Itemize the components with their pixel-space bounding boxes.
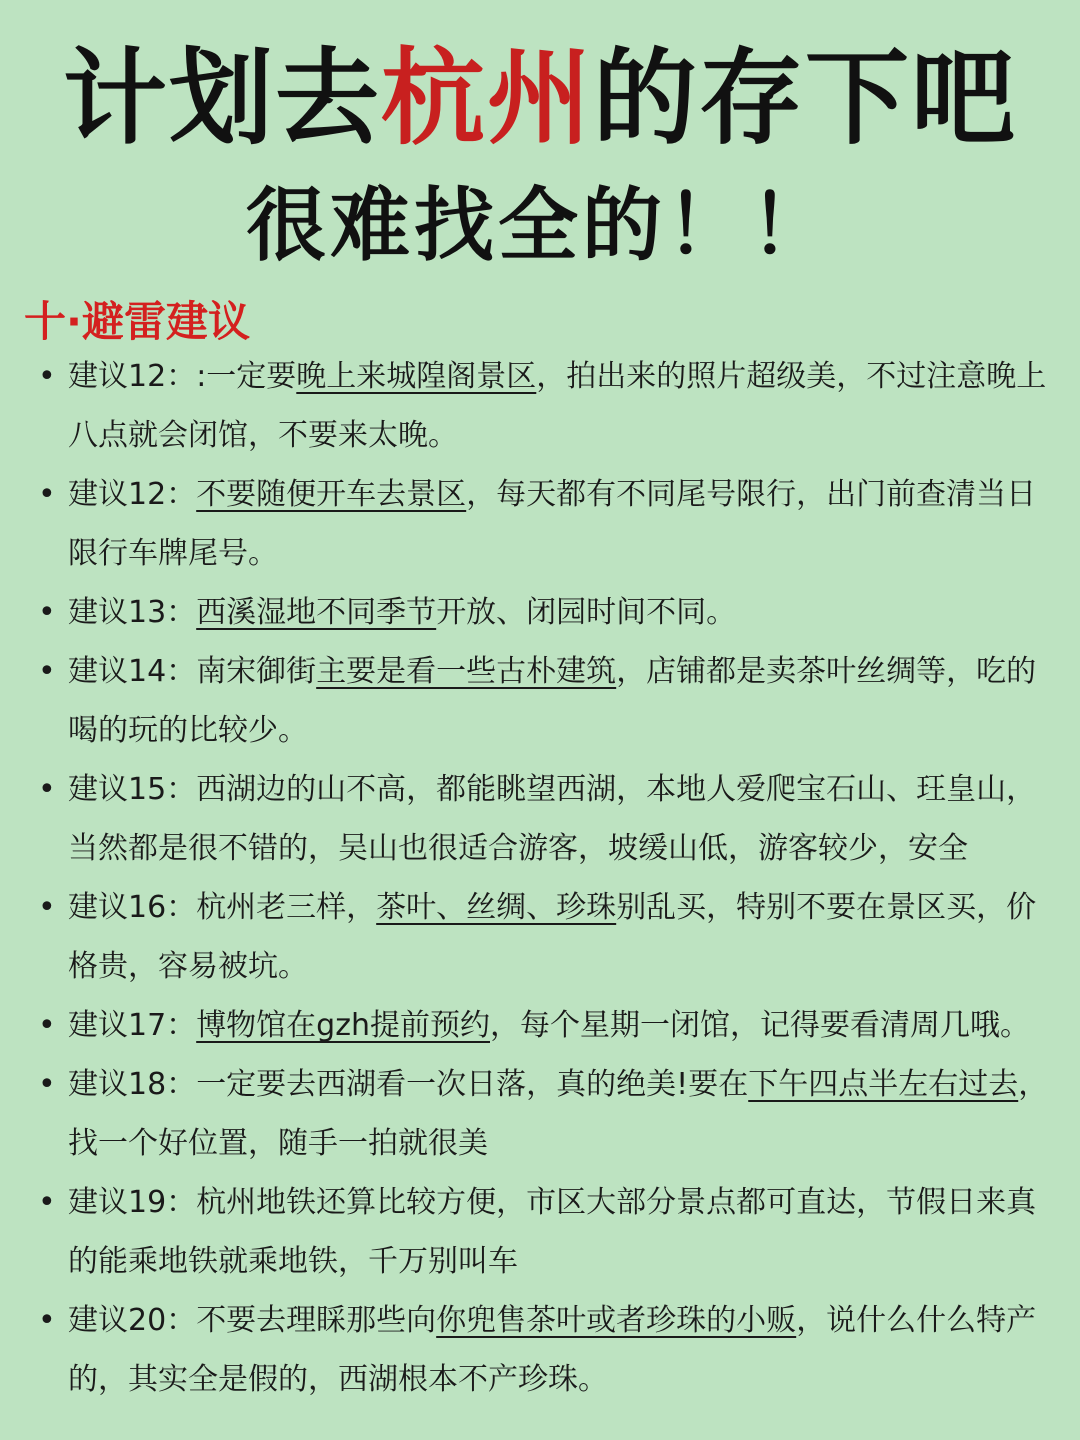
tip-text: 杭州地铁还算比较方便，市区大部分景点都可直达，节假日来真的能乘地铁就乘地铁，千万别叫车: [68, 1185, 1037, 1279]
bullet-icon: •: [38, 654, 56, 689]
tip-item: [0, 583, 1080, 642]
tip-item: [0, 996, 1080, 1055]
bullet-icon: •: [38, 772, 56, 807]
section-heading: 十·避雷建议: [24, 297, 250, 346]
tip-highlight: 主要是看一些古朴建筑: [316, 654, 617, 689]
tip-text: :一定要: [196, 359, 297, 394]
tip-item: [0, 347, 1080, 465]
tip-text: 一定要去西湖看一次日落，真的绝美!要在: [196, 1067, 749, 1102]
tip-text: 不要去理睬那些向: [196, 1303, 437, 1338]
tip-text: ，说什么什么特产的，其实全是假的，西湖根本不产珍珠。: [68, 1303, 1037, 1397]
tip-label: 建议17：: [68, 1008, 197, 1043]
tip-text: ，找一个好位置，随手一拍就很美: [68, 1067, 1049, 1161]
tip-text: 别乱买，特别不要在景区买，价格贵，容易被坑。: [68, 890, 1037, 984]
page-title: [0, 38, 1080, 158]
tip-item: [0, 878, 1080, 996]
bullet-icon: •: [38, 359, 56, 394]
title-highlight-city: 杭州: [380, 37, 593, 159]
title-prefix: 计划去: [62, 37, 381, 159]
tip-label: 建议12：: [68, 359, 197, 394]
tips-list: [0, 347, 1080, 1409]
tip-label: 建议18：: [68, 1067, 197, 1102]
bullet-icon: •: [38, 1185, 56, 1220]
bullet-icon: •: [38, 1067, 56, 1102]
page-subtitle: 很难找全的！！: [246, 179, 834, 272]
tip-item: [0, 642, 1080, 760]
tip-highlight: 你兜售茶叶或者珍珠的小贩: [436, 1303, 797, 1338]
tip-label: 建议19：: [68, 1185, 197, 1220]
tip-label: 建议20：: [68, 1303, 197, 1338]
bullet-icon: •: [38, 890, 56, 925]
tip-text: 南宋御街: [196, 654, 317, 689]
tip-text: 杭州老三样，: [196, 890, 377, 925]
bullet-icon: •: [38, 477, 56, 512]
tip-item: [0, 1173, 1080, 1291]
bullet-icon: •: [38, 1303, 56, 1338]
tip-highlight: 博物馆在gzh提前预约: [196, 1008, 490, 1043]
tip-highlight: 茶叶、丝绸、珍珠: [376, 890, 617, 925]
tip-item: [0, 1291, 1080, 1409]
tip-label: 建议16：: [68, 890, 197, 925]
tip-text: 西湖边的山不高，都能眺望西湖，本地人爱爬宝石山、玨皇山，当然都是很不错的，吴山也很适合游客，坡缓山低，游客较少，安全: [68, 772, 1037, 866]
tip-item: [0, 1055, 1080, 1173]
tip-highlight: 晚上来城隍阁景区: [296, 359, 537, 394]
tip-label: 建议12：: [68, 477, 197, 512]
tip-highlight: 下午四点半左右过去: [748, 1067, 1019, 1102]
bullet-icon: •: [38, 1008, 56, 1043]
tip-label: 建议13：: [68, 595, 197, 630]
bullet-icon: •: [38, 595, 56, 630]
tip-label: 建议14：: [68, 654, 197, 689]
tip-text: ，店铺都是卖茶叶丝绸等，吃的喝的玩的比较少。: [68, 654, 1037, 748]
tip-item: [0, 465, 1080, 583]
tip-highlight: 不要随便开车去景区: [196, 477, 467, 512]
tip-item: [0, 760, 1080, 878]
tip-text: ，每天都有不同尾号限行，出门前查清当日限行车牌尾号。: [68, 477, 1037, 571]
title-suffix: 的存下吧: [593, 37, 1018, 159]
tip-highlight: 西溪湿地不同季节: [196, 595, 437, 630]
tip-text: ，每个星期一闭馆，记得要看清周几哦。: [490, 1008, 1030, 1043]
tip-text: ，拍出来的照片超级美，不过注意晚上八点就会闭馆，不要来太晚。: [68, 359, 1047, 453]
tip-text: 开放、闭园时间不同。: [436, 595, 737, 630]
tip-label: 建议15：: [68, 772, 197, 807]
